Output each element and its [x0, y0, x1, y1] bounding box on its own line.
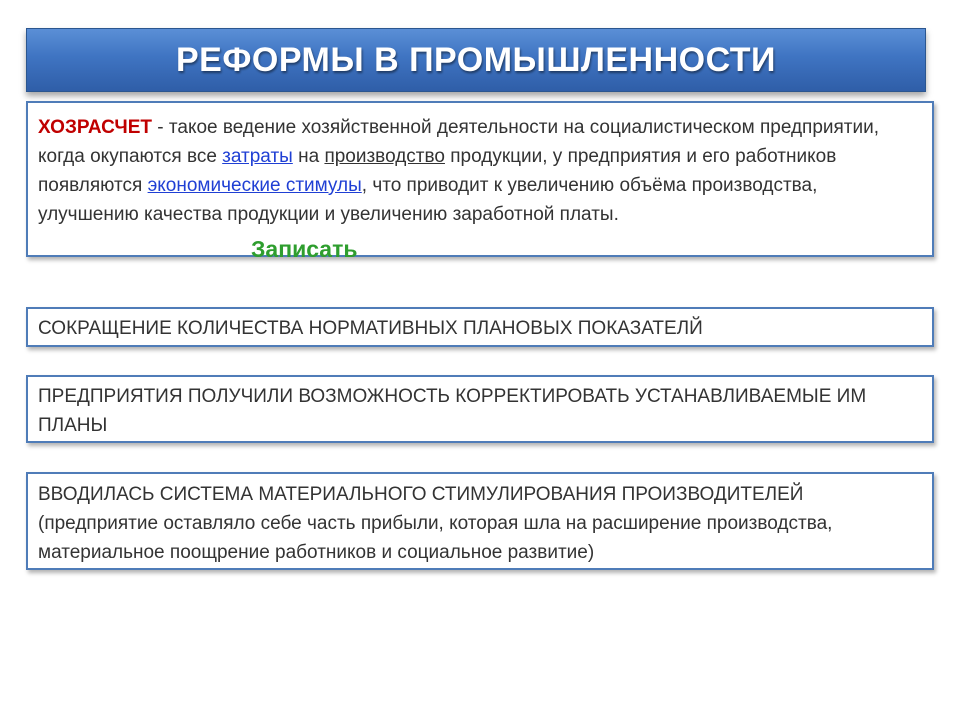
definition-term: ХОЗРАСЧЕТ — [38, 117, 152, 138]
reform-item-3 — [26, 472, 934, 570]
reform-item-2 — [26, 375, 934, 443]
definition-text-3: продукции, у предприятия и его работников появляются — [38, 146, 837, 196]
reform-item-3-heading: ВВОДИЛАСЬ СИСТЕМА МАТЕРИАЛЬНОГО СТИМУЛИРОВАНИЯ ПРОИЗВОДИТЕЛЕЙ — [38, 484, 804, 505]
definition-text-2: на — [292, 146, 325, 167]
slide-title: РЕФОРМЫ В ПРОМЫШЛЕННОСТИ — [176, 40, 776, 79]
reform-item-2-text: ПРЕДПРИЯТИЯ ПОЛУЧИЛИ ВОЗМОЖНОСТЬ КОРРЕКТИРОВАТЬ УСТАНАВЛИВАЕМЫЕ ИМ ПЛАНЫ — [38, 386, 867, 436]
write-down-note: Записать — [251, 236, 358, 262]
definition-text-4: , что приводит к увеличению объёма производства, улучшению качества продукции и увеличению заработной платы. — [38, 175, 818, 225]
reform-item-1-text: СОКРАЩЕНИЕ КОЛИЧЕСТВА НОРМАТИВНЫХ ПЛАНОВЫХ ПОКАЗАТЕЛЙ — [38, 318, 703, 339]
definition-box — [26, 101, 934, 257]
reform-item-3-detail: (предприятие оставляло себе часть прибыли, которая шла на расширение производства, материальное поощрение работников и социальное развитие) — [38, 513, 833, 563]
link-economic-incentives[interactable]: экономические стимулы — [147, 175, 362, 196]
definition-text-1: - такое ведение хозяйственной деятельности на социалистическом предприятии, когда окупаются все — [38, 117, 880, 167]
link-costs[interactable]: затраты — [222, 146, 293, 167]
slide-title-bar — [26, 28, 926, 92]
reform-item-1 — [26, 307, 934, 347]
link-production[interactable]: производство — [324, 146, 445, 167]
